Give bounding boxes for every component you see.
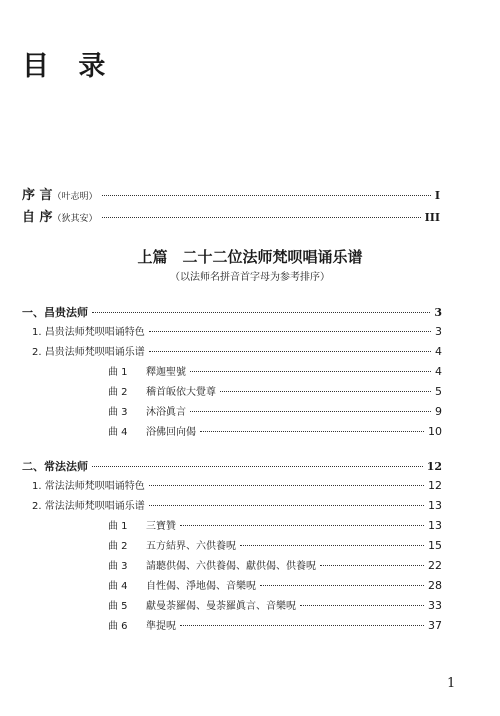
section-title: 一、昌贵法师 bbox=[22, 306, 88, 319]
leader-dots bbox=[190, 411, 431, 412]
piece-title: 沐浴眞言 bbox=[146, 407, 186, 418]
leader-dots bbox=[190, 371, 431, 372]
piece-title: 獻曼荼羅偈、曼荼羅眞言、音樂呪 bbox=[146, 601, 296, 612]
page-ref: 28 bbox=[428, 579, 442, 592]
subsection-title: 1. 常法法师梵呗唱诵特色 bbox=[32, 481, 145, 492]
piece-title: 自性偈、淨地偈、音樂呪 bbox=[146, 581, 256, 592]
piece-title: 三寶贊 bbox=[146, 521, 176, 532]
piece-number: 曲 4 bbox=[108, 427, 128, 438]
preface-author: （狄其安） bbox=[52, 214, 98, 224]
piece-number: 曲 3 bbox=[108, 407, 128, 418]
leader-dots bbox=[240, 545, 424, 546]
piece-entry[interactable] bbox=[108, 577, 442, 592]
page-ref: 13 bbox=[428, 519, 442, 532]
piece-number: 曲 3 bbox=[108, 561, 128, 572]
part-title: 上篇 二十二位法师梵呗唱诵乐谱 bbox=[137, 248, 363, 266]
piece-entry[interactable] bbox=[108, 423, 442, 438]
piece-number: 曲 2 bbox=[108, 541, 128, 552]
leader-dots bbox=[92, 312, 430, 313]
piece-number: 曲 1 bbox=[108, 521, 128, 532]
piece-entry[interactable] bbox=[108, 517, 442, 532]
leader-dots bbox=[260, 585, 424, 586]
page-ref: 3 bbox=[434, 306, 442, 319]
leader-dots bbox=[149, 351, 431, 352]
subsection-entry[interactable] bbox=[32, 497, 442, 512]
section-title: 二、常法法师 bbox=[22, 460, 88, 473]
piece-title: 請聽供偈、六供養偈、獻供偈、供養呪 bbox=[146, 561, 316, 572]
leader-dots bbox=[102, 195, 431, 196]
leader-dots bbox=[102, 217, 421, 218]
preface-label: 序 言 bbox=[22, 188, 53, 203]
leader-dots bbox=[200, 431, 424, 432]
page-ref: III bbox=[424, 211, 440, 224]
preface-author: （叶志明） bbox=[52, 192, 98, 202]
page-ref: 15 bbox=[428, 539, 442, 552]
self-preface-entry[interactable] bbox=[22, 206, 440, 225]
piece-number: 曲 6 bbox=[108, 621, 128, 632]
subsection-title: 2. 昌贵法师梵呗唱诵乐谱 bbox=[32, 347, 145, 358]
piece-number: 曲 2 bbox=[108, 387, 128, 398]
section-entry[interactable] bbox=[22, 458, 442, 474]
page-ref: 13 bbox=[428, 499, 442, 512]
part-subtitle: （以法师名拼音首字母为参考排序） bbox=[170, 272, 330, 283]
piece-number: 曲 1 bbox=[108, 367, 128, 378]
page-ref: 4 bbox=[435, 345, 442, 358]
piece-title: 五方結界、六供養呪 bbox=[146, 541, 236, 552]
leader-dots bbox=[180, 625, 424, 626]
leader-dots bbox=[320, 565, 424, 566]
piece-entry[interactable] bbox=[108, 617, 442, 632]
page-ref: 12 bbox=[428, 479, 442, 492]
piece-entry[interactable] bbox=[108, 403, 442, 418]
leader-dots bbox=[149, 505, 424, 506]
subsection-title: 2. 常法法师梵呗唱诵乐谱 bbox=[32, 501, 145, 512]
piece-entry[interactable] bbox=[108, 363, 442, 378]
page-ref: 10 bbox=[428, 425, 442, 438]
leader-dots bbox=[149, 331, 431, 332]
leader-dots bbox=[92, 466, 423, 467]
section-entry[interactable] bbox=[22, 304, 442, 320]
page-ref: 5 bbox=[435, 385, 442, 398]
page-ref: 9 bbox=[435, 405, 442, 418]
subsection-entry[interactable] bbox=[32, 477, 442, 492]
subsection-title: 1. 昌贵法师梵呗唱诵特色 bbox=[32, 327, 145, 338]
page-number: 1 bbox=[447, 676, 456, 691]
preface-label: 自 序 bbox=[22, 210, 53, 225]
page-ref: 4 bbox=[435, 365, 442, 378]
piece-entry[interactable] bbox=[108, 383, 442, 398]
piece-entry[interactable] bbox=[108, 537, 442, 552]
leader-dots bbox=[300, 605, 424, 606]
page-ref: I bbox=[434, 189, 440, 202]
piece-number: 曲 5 bbox=[108, 601, 128, 612]
page-ref: 33 bbox=[428, 599, 442, 612]
page-ref: 22 bbox=[428, 559, 442, 572]
leader-dots bbox=[180, 525, 424, 526]
piece-title: 準提呪 bbox=[146, 621, 176, 632]
leader-dots bbox=[149, 485, 424, 486]
toc-title: 目 录 bbox=[22, 51, 116, 82]
page-ref: 3 bbox=[435, 325, 442, 338]
page-ref: 37 bbox=[428, 619, 442, 632]
subsection-entry[interactable] bbox=[32, 323, 442, 338]
page-ref: 12 bbox=[426, 460, 442, 473]
piece-entry[interactable] bbox=[108, 597, 442, 612]
piece-title: 浴佛回向偈 bbox=[146, 427, 196, 438]
piece-title: 稽首皈依大覺尊 bbox=[146, 387, 216, 398]
subsection-entry[interactable] bbox=[32, 343, 442, 358]
piece-number: 曲 4 bbox=[108, 581, 128, 592]
leader-dots bbox=[220, 391, 431, 392]
preface-entry[interactable] bbox=[22, 184, 440, 203]
piece-title: 釋迦聖號 bbox=[146, 367, 186, 378]
piece-entry[interactable] bbox=[108, 557, 442, 572]
